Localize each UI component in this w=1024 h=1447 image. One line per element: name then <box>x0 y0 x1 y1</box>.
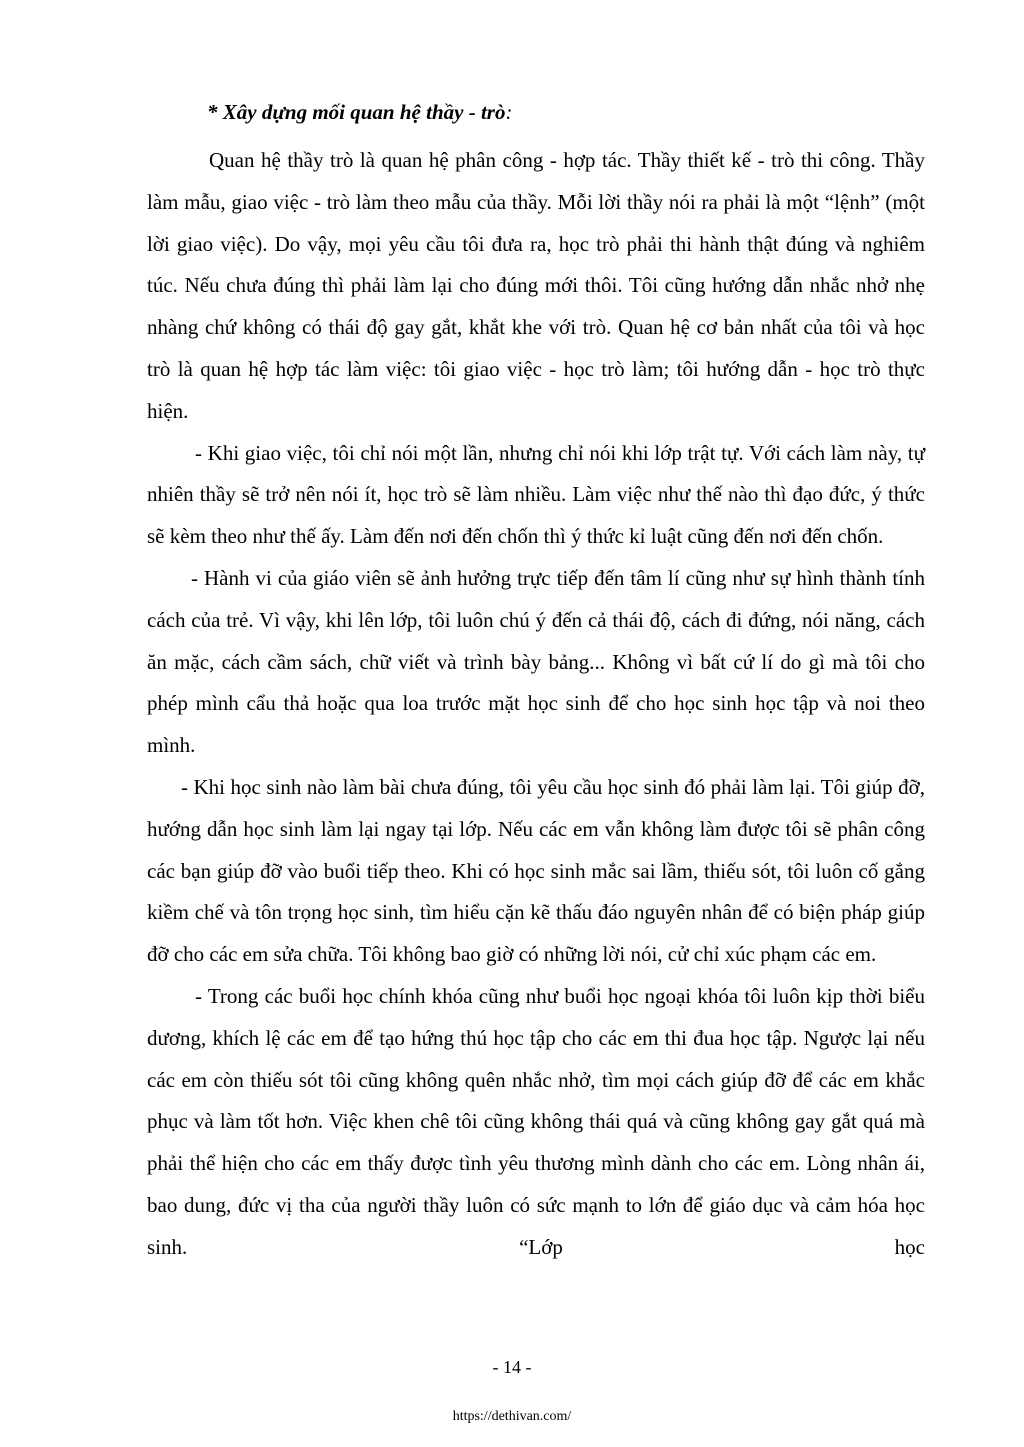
section-heading <box>207 96 512 128</box>
source-url-link[interactable]: https://dethivan.com/ <box>452 1409 572 1424</box>
document-body <box>147 140 925 1269</box>
section-heading-colon: : <box>505 100 513 124</box>
section-heading-text: * Xây dựng mối quan hệ thầy - trò <box>207 100 506 124</box>
paragraph-praise-and-encouragement: - Trong các buổi học chính khóa cũng như buổi học ngoại khóa tôi luôn kịp thời biểu dương, khích lệ các em để tạo hứng thú học tập cho các em thi đua học tập. Ngược lại nếu các em còn thiếu sót tôi cũng không quên nhắc nhở, tìm mọi cách giúp đỡ để các em khắc phục và làm tốt hơn. Việc khen chê tôi cũng không thái quá và cũng không gay gắt quá mà phải thể hiện cho các em thấy được tình yêu thương mình dành cho các em. Lòng nhân ái, bao dung, đức vị tha của người thầy luôn có sức mạnh to lớn để giáo dục và cảm hóa học sinh. “Lớp học <box>147 983 925 1259</box>
page-number: - 14 - <box>492 1357 532 1377</box>
paragraph-teacher-behavior: - Hành vi của giáo viên sẽ ảnh hưởng trực tiếp đến tâm lí cũng như sự hình thành tính cách của trẻ. Vì vậy, khi lên lớp, tôi luôn chú ý đến cả thái độ, cách đi đứng, nói năng, cách ăn mặc, cách cầm sách, chữ viết và trình bày bảng... Không vì bất cứ lí do gì mà tôi cho phép mình cẩu thả hoặc qua loa trước mặt học sinh để cho học sinh học tập và noi theo mình. <box>147 565 925 758</box>
paragraph-teacher-student-relationship: Quan hệ thầy trò là quan hệ phân công - hợp tác. Thầy thiết kế - trò thi công. Thầy làm mẫu, giao việc - trò làm theo mẫu của thầy. Mỗi lời thầy nói ra phải là một “lệnh” (một lời giao việc). Do vậy, mọi yêu cầu tôi đưa ra, học trò phải thi hành thật đúng và nghiêm túc. Nếu chưa đúng thì phải làm lại cho đúng mới thôi. Tôi cũng hướng dẫn nhắc nhở nhẹ nhàng chứ không có thái độ gay gắt, khắt khe với trò. Quan hệ cơ bản nhất của tôi và học trò là quan hệ hợp tác làm việc: tôi giao việc - học trò làm; tôi hướng dẫn - học trò thực hiện. <box>147 148 925 423</box>
paragraph-assigning-work: - Khi giao việc, tôi chỉ nói một lần, nhưng chỉ nói khi lớp trật tự. Với cách làm này, tự nhiên thầy sẽ trở nên nói ít, học trò sẽ làm nhiều. Làm việc như thế nào thì đạo đức, ý thức sẽ kèm theo như thế ấy. Làm đến nơi đến chốn thì ý thức kỉ luật cũng đến nơi đến chốn. <box>147 440 925 549</box>
paragraph-correcting-mistakes: - Khi học sinh nào làm bài chưa đúng, tôi yêu cầu học sinh đó phải làm lại. Tôi giúp đỡ, hướng dẫn học sinh làm lại ngay tại lớp. Nếu các em vẫn không làm được tôi sẽ phân công các bạn giúp đỡ vào buổi tiếp theo. Khi có học sinh mắc sai lầm, thiếu sót, tôi luôn cố gắng kiềm chế và tôn trọng học sinh, tìm hiểu cặn kẽ thấu đáo nguyên nhân để có biện pháp giúp đỡ cho các em sửa chữa. Tôi không bao giờ có những lời nói, cử chỉ xúc phạm các em. <box>147 774 925 967</box>
